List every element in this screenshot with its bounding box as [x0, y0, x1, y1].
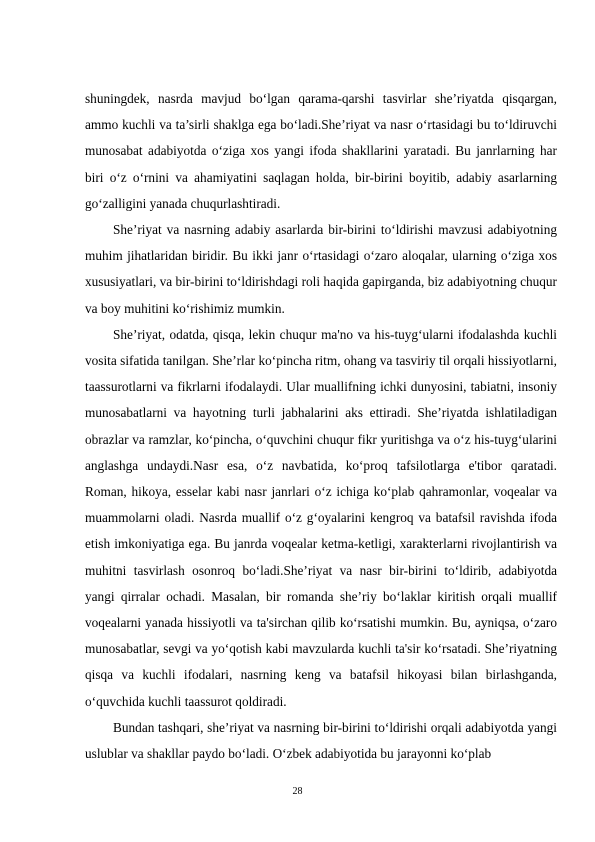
body-text	[85, 86, 557, 767]
paragraph-2: She’riyat va nasrning adabiy asarlarda bir-birini to‘ldirishi mavzusi adabiyotning muhim jihatlaridan biridir. Bu ikki janr o‘rtasidagi o‘zaro aloqalar, ularning o‘ziga xos xususiyatlari, va bir-birini to‘ldirishdagi roli haqida gapirganda, biz adabiyotning chuqur va boy muhitini ko‘rishimiz mumkin.	[85, 222, 557, 316]
paragraph-1: shuningdek, nasrda mavjud bo‘lgan qarama-qarshi tasvirlar she’riyatda qisqargan, ammo kuchli va ta’sirli shaklga ega bo‘ladi.She’riyat va nasr o‘rtasidagi bu to‘ldiruvchi munosabat adabiyotda o‘ziga xos yangi ifoda shakllarini yaratadi. Bu janrlarning har biri o‘z o‘rnini va ahamiyatini saqlagan holda, bir-birini boyitib, adabiy asarlarning go‘zalligini yanada chuqurlashtiradi.	[85, 91, 557, 211]
paragraph-3: She’riyat, odatda, qisqa, lekin chuqur ma'no va his-tuyg‘ularni ifodalashda kuchli vosita sifatida tanilgan. She’rlar ko‘pincha ritm, ohang va tasviriy til orqali hissiyotlarni, taassurotlarni va fikrlarni ifodalaydi. Ular muallifning ichki dunyosini, tabiatni, insoniy munosabatlarni va hayotning turli jabhalarini aks ettiradi. She’riyatda ishlatiladigan obrazlar va ramzlar, ko‘pincha, o‘quvchini chuqur fikr yuritishga va o‘z his-tuyg‘ularini anglashga undaydi.Nasr esa, o‘z navbatida, ko‘proq tafsilotlarga e'tibor qaratadi. Roman, hikoya, esselar kabi nasr janrlari o‘z ichiga ko‘plab qahramonlar, voqealar va muammolarni oladi. Nasrda muallif o‘z g‘oyalarini kengroq va batafsil ravishda ifoda etish imkoniyatiga ega. Bu janrda voqealar ketma-ketligi, xarakterlarni rivojlantirish va muhitni tasvirlash osonroq bo‘ladi.She’riyat va nasr bir-birini to‘ldirib, adabiyotda yangi qirralar ochadi. Masalan, bir romanda she’riy bo‘laklar kiritish orqali muallif voqealarni yanada hissiyotli va ta'sirchan qilib ko‘rsatishi mumkin. Bu, ayniqsa, o‘zaro munosabatlar, sevgi va yo‘qotish kabi mavzularda kuchli ta'sir ko‘rsatadi. She’riyatning qisqa va kuchli ifodalari, nasrning keng va batafsil hikoyasi bilan birlashganda, o‘quvchida kuchli taassurot qoldiradi.	[85, 326, 557, 709]
paragraph-4: Bundan tashqari, she’riyat va nasrning bir-birini to‘ldirishi orqali adabiyotda yangi uslublar va shakllar paydo bo‘ladi. O‘zbek adabiyotida bu jarayonni ko‘plab	[85, 719, 557, 762]
page-number: 28	[292, 786, 303, 797]
